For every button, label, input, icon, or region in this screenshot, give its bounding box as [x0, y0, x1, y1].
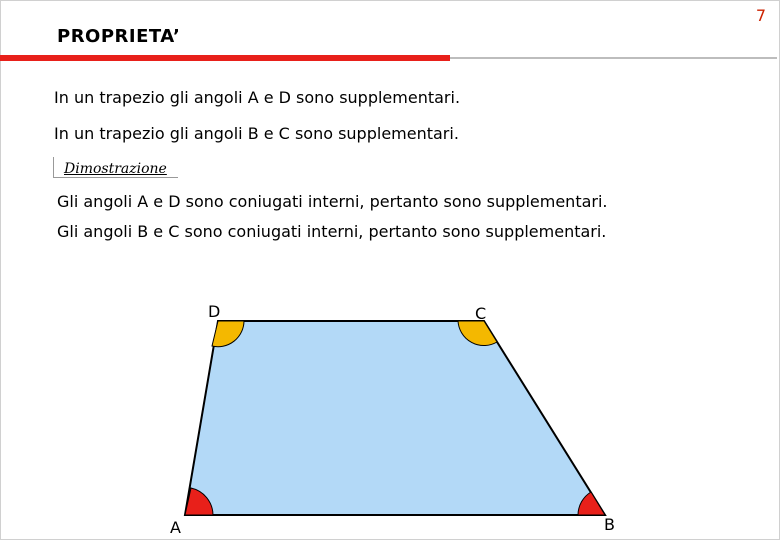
- statement-2: In un trapezio gli angoli B e C sono supplementari.: [54, 124, 459, 143]
- slide-number: 7: [755, 6, 766, 25]
- proof-heading: Dimostrazione: [64, 161, 167, 177]
- slide-title: PROPRIETA’: [57, 26, 181, 47]
- proof-line-2: Gli angoli B e C sono coniugati interni, pertanto sono supplementari.: [57, 222, 607, 241]
- vertex-label-b: B: [604, 515, 615, 534]
- trapezoid-shape: [185, 321, 605, 515]
- statement-1: In un trapezio gli angoli A e D sono supplementari.: [54, 88, 461, 107]
- vertex-label-c: C: [475, 304, 487, 323]
- vertex-label-d: D: [208, 302, 221, 321]
- vertex-label-a: A: [170, 518, 181, 537]
- proof-line-1: Gli angoli A e D sono coniugati interni, pertanto sono supplementari.: [57, 192, 608, 211]
